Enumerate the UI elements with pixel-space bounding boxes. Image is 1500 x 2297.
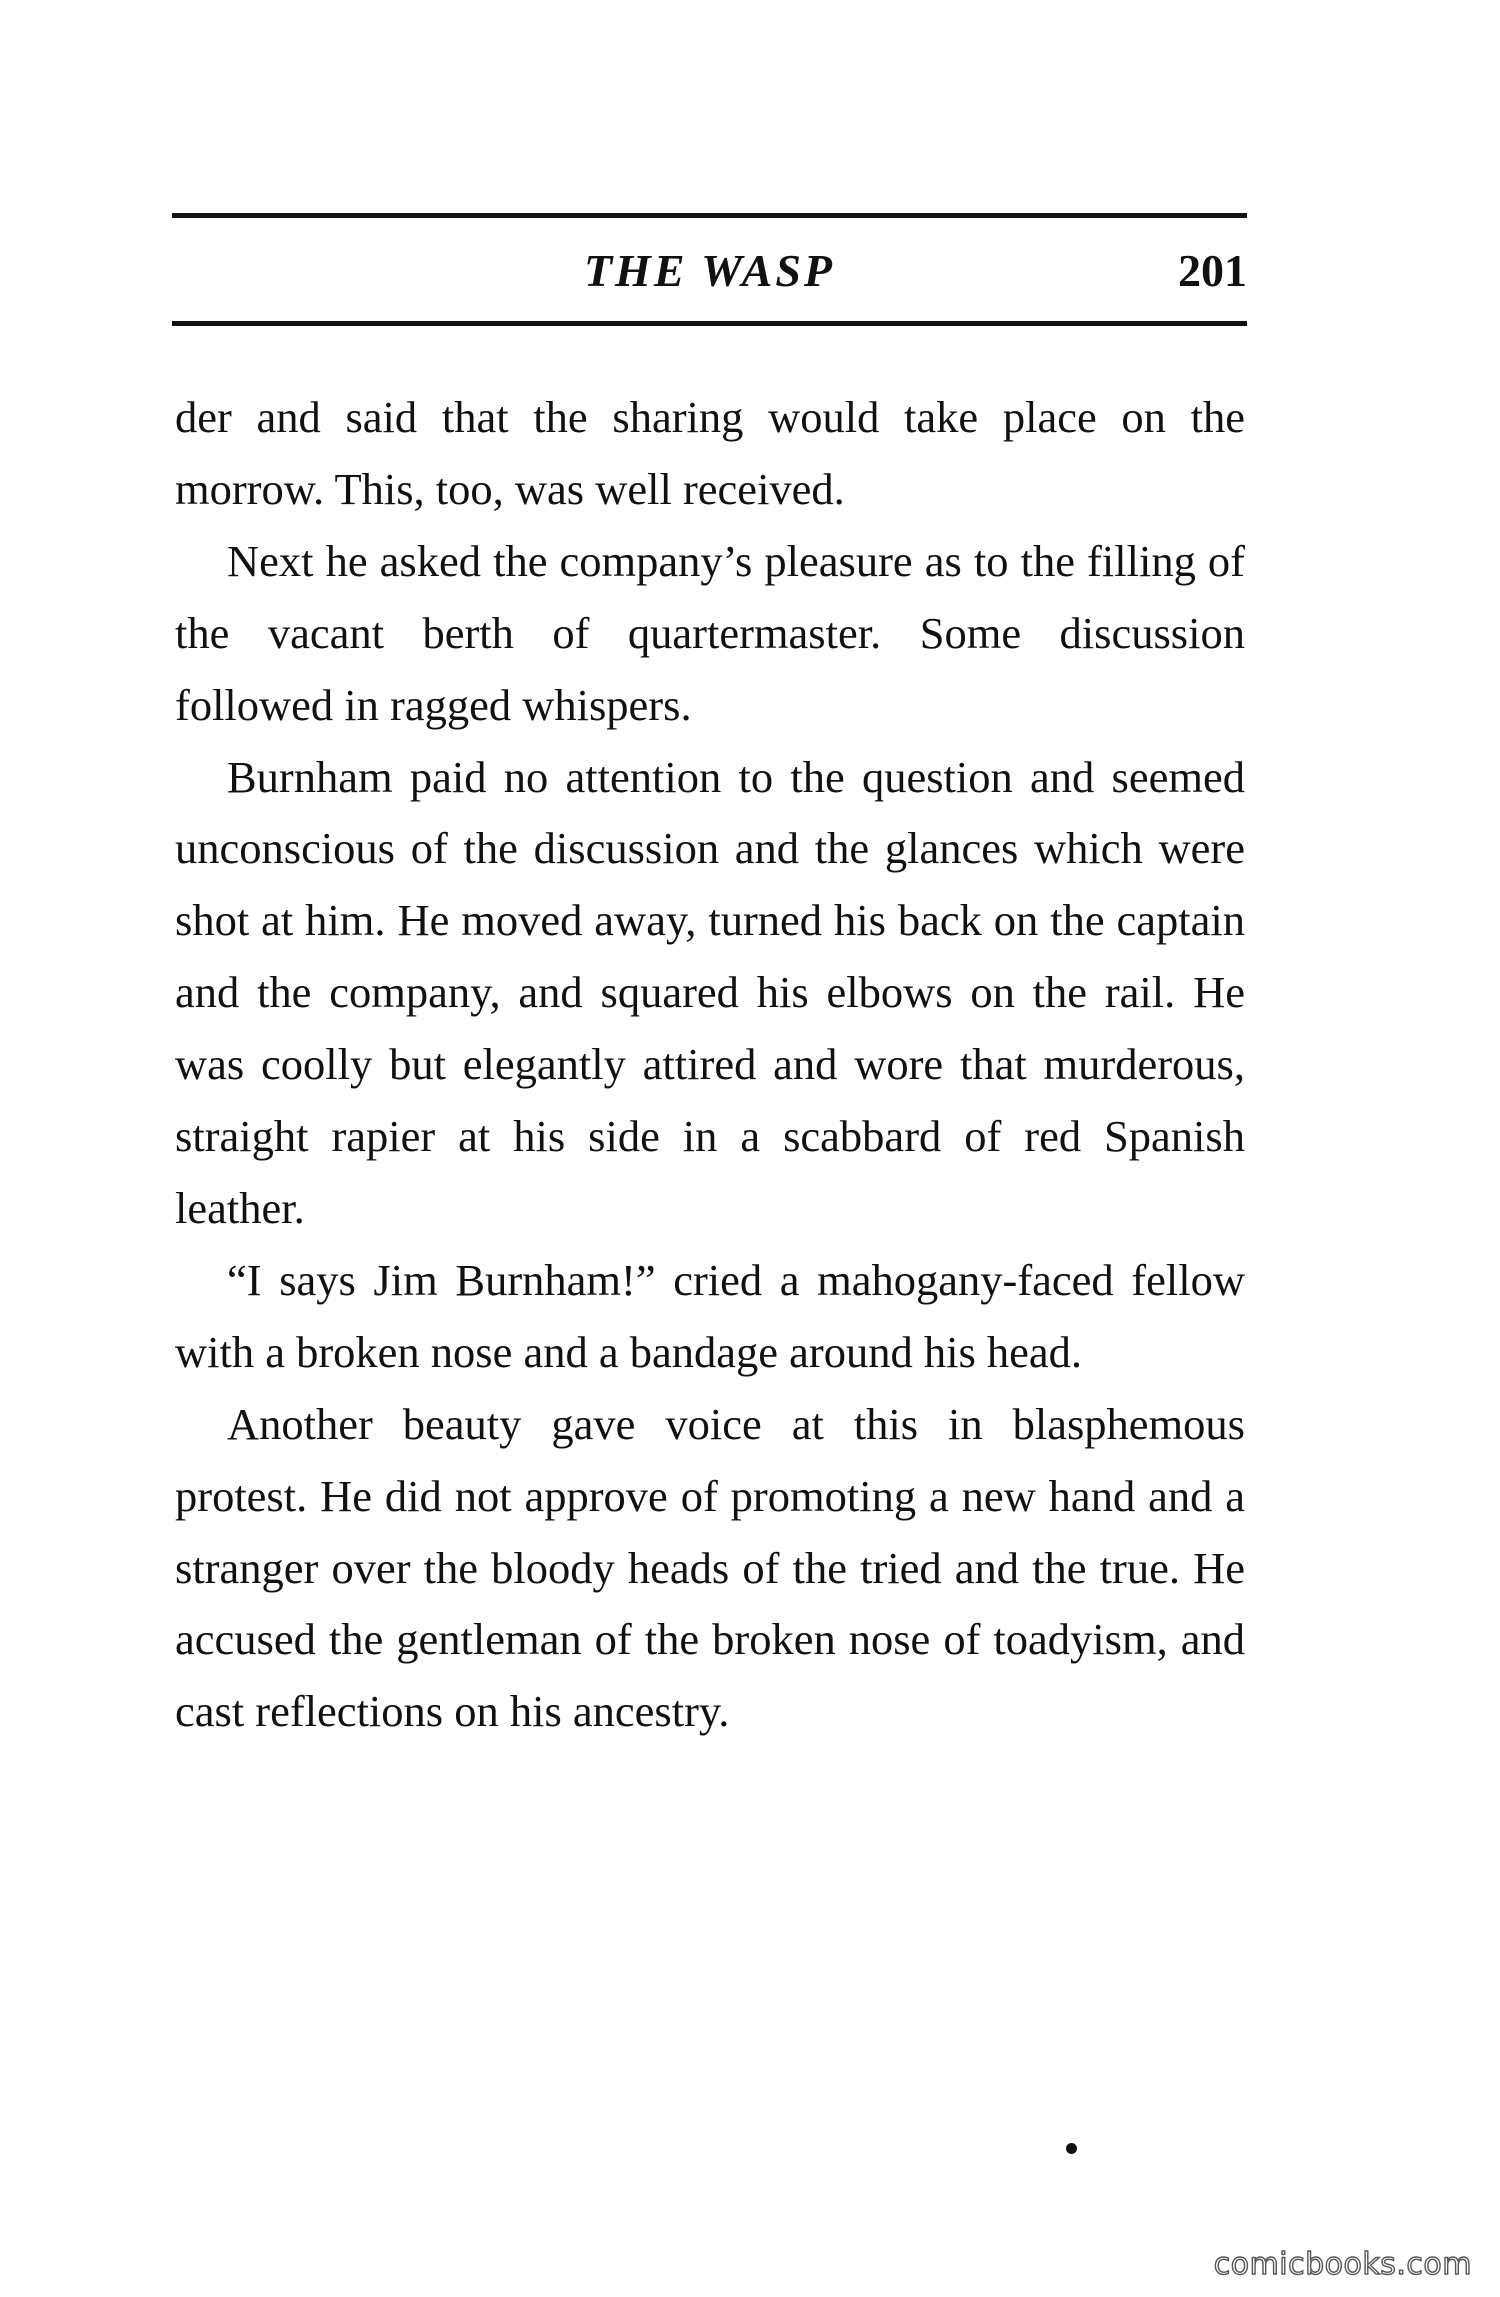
watermark: comicbooks.com: [1213, 2247, 1472, 2282]
paragraph-1: der and said that the sharing would take place on the morrow. This, too, was well received.: [175, 392, 1245, 514]
page-number: 201: [1178, 245, 1247, 296]
body-text: [175, 382, 1245, 1748]
paragraph-5: Another beauty gave voice at this in blasphemous protest. He did not approve of promoting a new hand and a stranger over the bloody heads of the tried and the true. He accused the gentleman of the broken nose of toadyism, and cast reflections on his ancestry.: [175, 1398, 1245, 1737]
running-head: [172, 238, 1247, 304]
footer-dot: [1066, 2143, 1077, 2154]
header-rule-bottom: [172, 321, 1247, 326]
paragraph-4: “I says Jim Burnham!” cried a mahogany-faced fellow with a broken nose and a bandage around his head.: [175, 1254, 1245, 1377]
paragraph-2: Next he asked the company’s pleasure as to the filling of the vacant berth of quartermaster. Some discussion followed in ragged whispers.: [175, 535, 1245, 730]
header-rule-top: [172, 213, 1247, 218]
running-title: THE WASP: [583, 245, 836, 296]
paragraph-3: Burnham paid no attention to the question and seemed unconscious of the discussion and the glances which were shot at him. He moved away, turned his back on the captain and the company, and squared his elbows on the rail. He was coolly but elegantly attired and wore that murderous, straight rapier at his side in a scabbard of red Spanish leather.: [175, 751, 1245, 1233]
